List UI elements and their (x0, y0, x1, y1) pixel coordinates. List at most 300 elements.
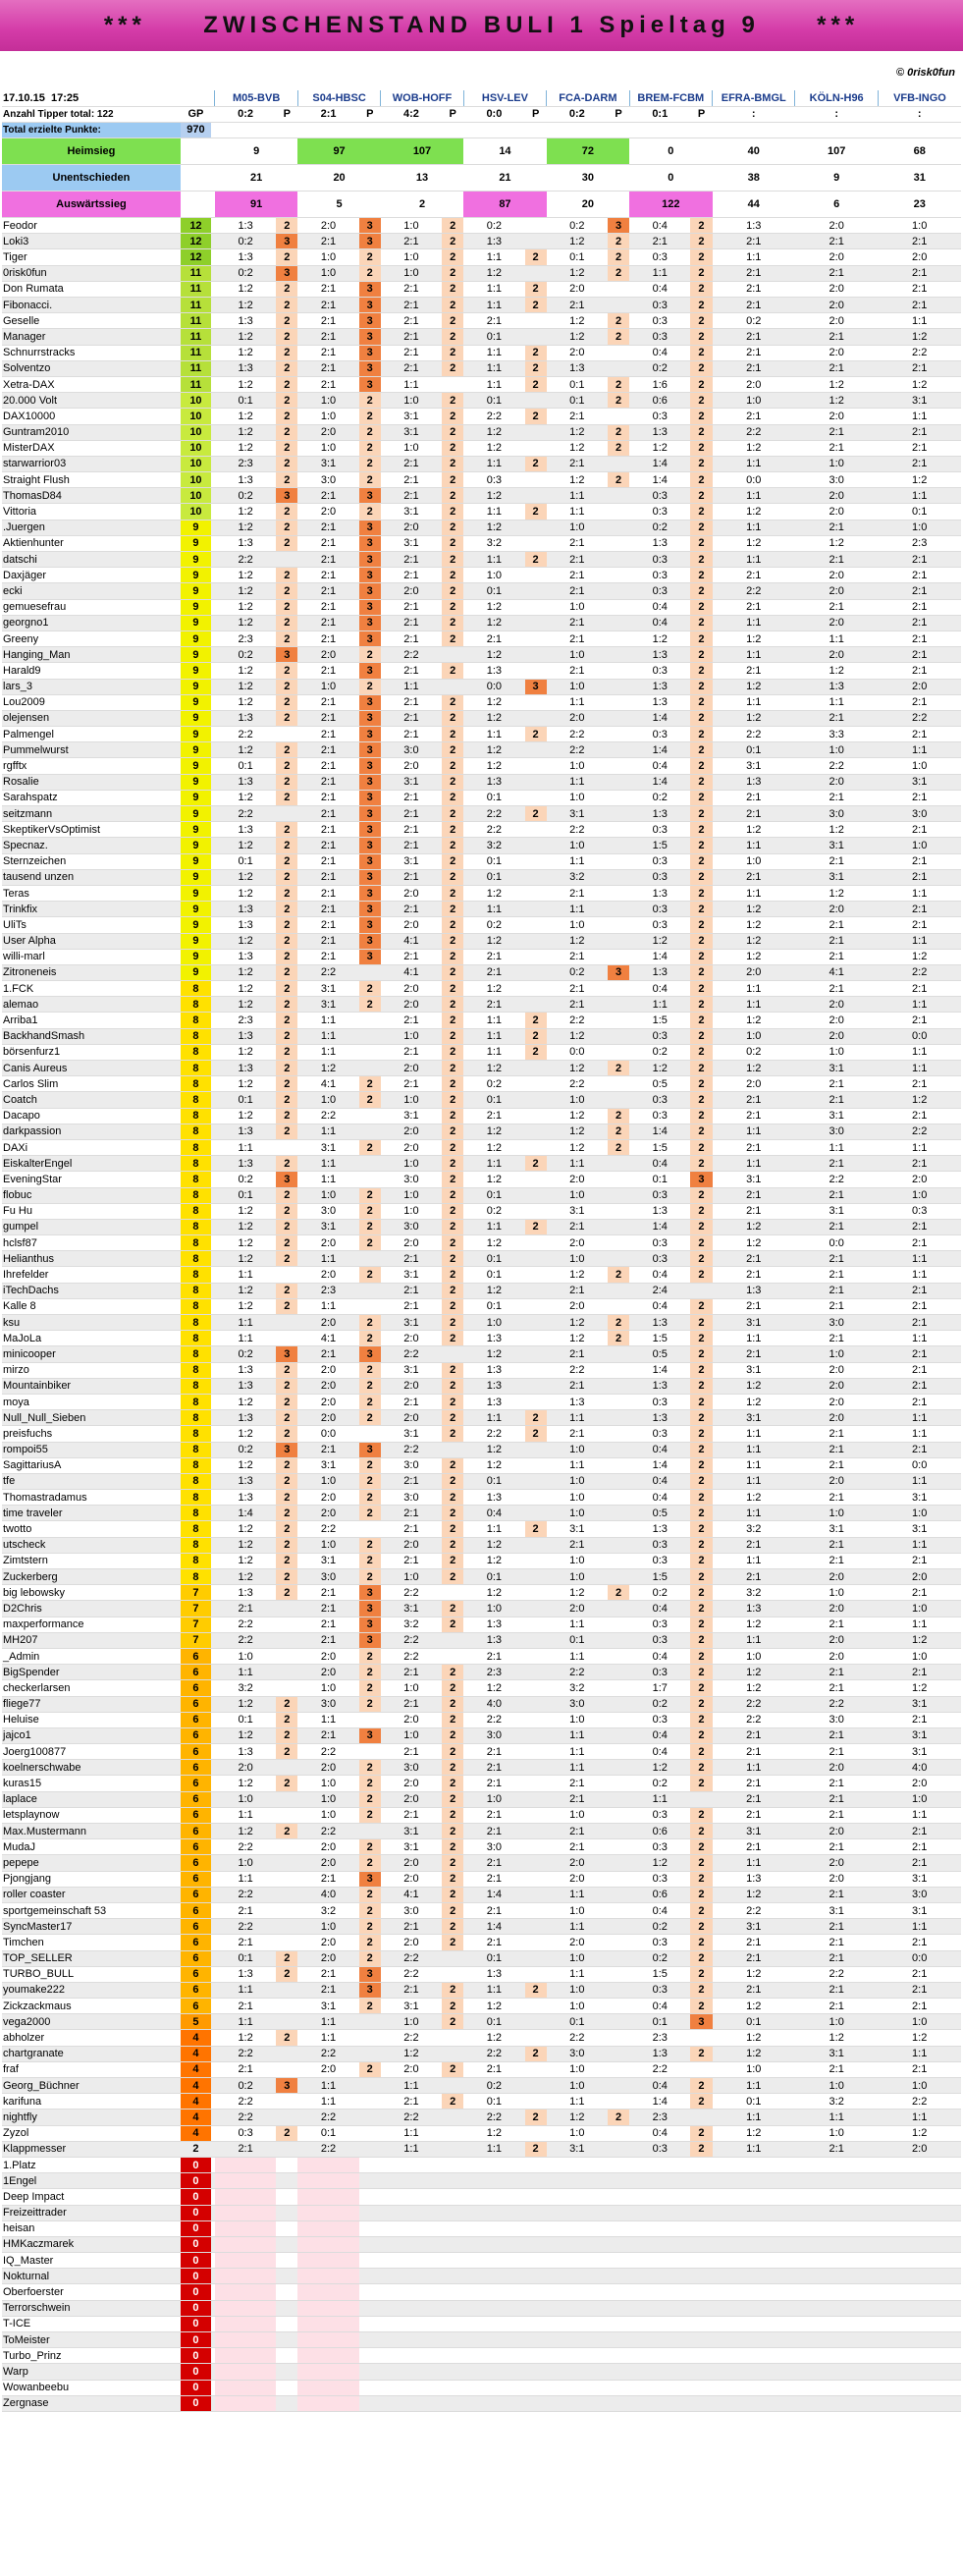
tip-points-3: 2 (525, 1982, 547, 1998)
tip-2: 2:1 (381, 1013, 442, 1028)
tip-1: 2:1 (297, 774, 358, 790)
tip-3: 3:2 (463, 838, 524, 853)
tip-points-2: 2 (442, 1251, 463, 1267)
tip-2: 3:1 (381, 853, 442, 869)
tip-points-2: 2 (442, 630, 463, 646)
tip-points-2: 2 (442, 234, 463, 249)
tip-points-0: 2 (276, 679, 297, 694)
player-name: 1.FCK (2, 981, 181, 997)
tip-0: 0:1 (215, 758, 276, 774)
tip-points-1: 2 (359, 1935, 381, 1950)
unentschieden-count-6: 38 (713, 165, 795, 192)
tip-8: 2:1 (878, 1283, 961, 1298)
tip-1: 2:1 (297, 615, 358, 630)
points-empty (608, 2157, 629, 2172)
tip-5: 0:3 (629, 1982, 690, 1998)
tip-empty (547, 2284, 608, 2300)
tip-7: 2:1 (795, 1267, 878, 1283)
tip-points-3 (525, 1298, 547, 1314)
tip-0: 1:2 (215, 997, 276, 1013)
tip-points-2: 2 (442, 1044, 463, 1060)
tip-points-5: 2 (690, 1426, 712, 1442)
player-gp: 0 (181, 2189, 211, 2205)
tip-points-0: 2 (276, 949, 297, 964)
blank (525, 122, 547, 137)
tip-points-0: 2 (276, 249, 297, 265)
tip-points-3 (525, 1187, 547, 1203)
tip-4: 2:1 (547, 1791, 608, 1807)
tip-4: 2:2 (547, 727, 608, 742)
tip-points-0: 2 (276, 360, 297, 376)
banner-title: ZWISCHENSTAND BULI 1 Spieltag 9 (203, 12, 760, 38)
tip-5: 1:3 (629, 647, 690, 663)
tip-points-4 (608, 1203, 629, 1219)
tip-4: 1:1 (547, 1727, 608, 1743)
tip-points-1: 3 (359, 376, 381, 392)
tip-3: 1:3 (463, 1331, 524, 1346)
tip-3: 2:1 (463, 630, 524, 646)
tip-empty (795, 2236, 878, 2252)
points-empty (608, 2395, 629, 2411)
tip-6: 2:1 (713, 1950, 795, 1966)
tip-points-3: 2 (525, 1219, 547, 1234)
tip-points-3 (525, 1235, 547, 1251)
tip-6: 2:1 (713, 1139, 795, 1155)
tip-1: 2:0 (297, 1855, 358, 1871)
tip-points-3: 2 (525, 806, 547, 822)
tip-points-1: 2 (359, 1139, 381, 1155)
tip-8: 1:1 (878, 1251, 961, 1267)
tip-5: 0:1 (629, 2014, 690, 2030)
tip-empty (713, 2316, 795, 2331)
tip-points-3 (525, 790, 547, 805)
tip-6: 1:2 (713, 917, 795, 933)
tip-5: 0:2 (629, 1919, 690, 1935)
tip-1: 1:1 (297, 1156, 358, 1172)
tip-points-4: 2 (608, 1061, 629, 1076)
player-row (2, 409, 961, 424)
player-row (2, 1648, 961, 1664)
tip-6: 2:1 (713, 1298, 795, 1314)
tip-points-1: 3 (359, 313, 381, 329)
tip-1: 1:0 (297, 1187, 358, 1203)
player-gp: 12 (181, 234, 211, 249)
tip-points-0: 2 (276, 1950, 297, 1966)
tip-0: 1:2 (215, 742, 276, 758)
player-row (2, 1839, 961, 1855)
tip-points-1: 2 (359, 1648, 381, 1664)
points-empty (608, 2364, 629, 2380)
tip-4: 2:1 (547, 1283, 608, 1298)
tip-points-0: 2 (276, 790, 297, 805)
tip-5: 0:3 (629, 409, 690, 424)
tip-8: 2:1 (878, 1442, 961, 1457)
tip-points-4 (608, 774, 629, 790)
tip-3: 1:2 (463, 1457, 524, 1473)
tip-7: 3:1 (795, 869, 878, 885)
tip-7: 2:1 (795, 1457, 878, 1473)
blank (608, 122, 629, 137)
player-name: börsenfurz1 (2, 1044, 181, 1060)
tip-points-0: 2 (276, 1537, 297, 1553)
tip-1: 2:1 (297, 1601, 358, 1617)
tip-empty (381, 2269, 442, 2284)
tip-2: 3:1 (381, 504, 442, 520)
tip-points-0: 2 (276, 1506, 297, 1521)
tip-points-4 (608, 1490, 629, 1506)
tip-points-5: 2 (690, 456, 712, 471)
points-empty (608, 2253, 629, 2269)
tip-points-4 (608, 1824, 629, 1839)
tip-points-5: 2 (690, 1267, 712, 1283)
tip-2: 1:1 (381, 2078, 442, 2094)
tip-points-0: 2 (276, 1521, 297, 1537)
tip-points-2: 2 (442, 1298, 463, 1314)
tip-4: 2:1 (547, 663, 608, 679)
tip-points-5: 2 (690, 1617, 712, 1632)
tip-3: 1:2 (463, 488, 524, 504)
tip-points-0 (276, 1855, 297, 1871)
tip-0: 1:2 (215, 838, 276, 853)
tip-points-3: 2 (525, 1044, 547, 1060)
player-row (2, 2220, 961, 2236)
tip-7: 1:2 (795, 885, 878, 901)
tip-4: 1:2 (547, 329, 608, 345)
tip-5: 0:4 (629, 1648, 690, 1664)
tip-2: 2:1 (381, 1919, 442, 1935)
tip-points-1: 3 (359, 885, 381, 901)
tip-3: 0:1 (463, 853, 524, 869)
tip-points-3 (525, 218, 547, 234)
points-empty (442, 2157, 463, 2172)
tip-points-4: 2 (608, 234, 629, 249)
tip-points-4 (608, 360, 629, 376)
player-gp: 8 (181, 1172, 211, 1187)
tip-points-5: 2 (690, 583, 712, 599)
tip-0: 1:2 (215, 345, 276, 360)
tip-points-3 (525, 822, 547, 838)
tip-2: 2:1 (381, 488, 442, 504)
tip-5: 0:4 (629, 2125, 690, 2141)
points-empty (359, 2316, 381, 2331)
tip-4: 1:2 (547, 1139, 608, 1155)
tip-4: 1:2 (547, 1061, 608, 1076)
tip-3: 1:2 (463, 2030, 524, 2046)
points-empty (359, 2189, 381, 2205)
tip-points-5: 2 (690, 298, 712, 313)
points-empty (690, 2205, 712, 2220)
tip-5: 1:3 (629, 1378, 690, 1394)
tip-5: 1:2 (629, 1760, 690, 1776)
tip-empty (547, 2316, 608, 2331)
player-name: Mountainbiker (2, 1378, 181, 1394)
tip-7: 2:0 (795, 997, 878, 1013)
points-empty (690, 2220, 712, 2236)
tip-3: 0:1 (463, 1569, 524, 1585)
tip-points-5: 2 (690, 1362, 712, 1378)
player-gp: 0 (181, 2395, 211, 2411)
tip-0: 1:3 (215, 1585, 276, 1601)
player-gp: 7 (181, 1585, 211, 1601)
tip-points-4: 3 (608, 964, 629, 980)
tip-5: 1:4 (629, 1219, 690, 1234)
tip-points-1: 3 (359, 949, 381, 964)
tip-0: 1:2 (215, 298, 276, 313)
tip-points-1: 3 (359, 583, 381, 599)
tip-points-5: 2 (690, 790, 712, 805)
player-name: Zergnase (2, 2395, 181, 2411)
tip-2: 3:1 (381, 1315, 442, 1331)
player-row (2, 1950, 961, 1966)
tip-6: 3:1 (713, 1410, 795, 1426)
tip-8: 1:1 (878, 885, 961, 901)
tip-6: 2:1 (713, 265, 795, 281)
points-empty (690, 2316, 712, 2331)
player-gp: 8 (181, 1298, 211, 1314)
tip-points-4 (608, 298, 629, 313)
tip-2: 2:0 (381, 1235, 442, 1251)
tip-7: 2:0 (795, 1028, 878, 1044)
tip-empty (381, 2284, 442, 2300)
player-name: Zuckerberg (2, 1569, 181, 1585)
tip-points-0: 2 (276, 1966, 297, 1982)
tip-points-0: 2 (276, 1426, 297, 1442)
tip-8: 2:1 (878, 1999, 961, 2014)
player-name: Zimtstern (2, 1553, 181, 1568)
tip-points-1 (359, 1298, 381, 1314)
tip-0: 1:2 (215, 583, 276, 599)
tip-0: 1:3 (215, 1744, 276, 1760)
tip-points-0: 2 (276, 1824, 297, 1839)
tip-0: 2:2 (215, 1617, 276, 1632)
tip-8: 1:0 (878, 2014, 961, 2030)
tip-7: 2:1 (795, 981, 878, 997)
blank (795, 122, 878, 137)
tip-7: 2:1 (795, 440, 878, 456)
tip-4: 1:1 (547, 774, 608, 790)
tip-empty (795, 2284, 878, 2300)
tip-points-5: 2 (690, 1839, 712, 1855)
tip-points-1: 2 (359, 1490, 381, 1506)
tip-points-5: 2 (690, 1871, 712, 1887)
tip-8: 2:1 (878, 869, 961, 885)
tip-points-0 (276, 552, 297, 568)
tip-points-0: 2 (276, 376, 297, 392)
tip-0: 1:2 (215, 1521, 276, 1537)
player-gp: 8 (181, 1108, 211, 1124)
tip-points-4 (608, 1346, 629, 1362)
tip-1: 3:1 (297, 1219, 358, 1234)
tip-points-0: 2 (276, 902, 297, 917)
tip-5: 0:4 (629, 1999, 690, 2014)
tip-6: 2:2 (713, 424, 795, 440)
tip-8: 2:1 (878, 1362, 961, 1378)
tip-points-0 (276, 1267, 297, 1283)
tip-1: 3:1 (297, 456, 358, 471)
points-empty (608, 2220, 629, 2236)
player-name: flobuc (2, 1187, 181, 1203)
tip-points-3 (525, 1442, 547, 1457)
tip-4: 2:1 (547, 1219, 608, 1234)
tip-6: 1:0 (713, 1028, 795, 1044)
tip-points-1: 3 (359, 1982, 381, 1998)
tip-points-2: 2 (442, 552, 463, 568)
tip-6: 2:1 (713, 360, 795, 376)
tip-points-5: 2 (690, 568, 712, 583)
tip-points-5: 3 (690, 2014, 712, 2030)
match-header-2: WOB-HOFF (381, 90, 463, 106)
tip-points-5: 2 (690, 933, 712, 949)
tip-7: 2:0 (795, 1632, 878, 1648)
player-gp: 9 (181, 568, 211, 583)
tip-points-1: 3 (359, 1585, 381, 1601)
points-empty (608, 2269, 629, 2284)
tip-4: 2:1 (547, 1346, 608, 1362)
player-gp: 9 (181, 742, 211, 758)
tip-points-0 (276, 1791, 297, 1807)
tip-points-4 (608, 568, 629, 583)
tip-5: 0:3 (629, 1632, 690, 1648)
tip-empty (381, 2316, 442, 2331)
tip-points-2: 2 (442, 1807, 463, 1823)
tip-points-2: 2 (442, 933, 463, 949)
tip-3: 1:0 (463, 1791, 524, 1807)
tip-3: 1:3 (463, 1632, 524, 1648)
tip-2: 2:0 (381, 885, 442, 901)
tip-points-5: 2 (690, 2046, 712, 2061)
unentschieden-count-8: 31 (878, 165, 961, 192)
tip-points-1 (359, 2078, 381, 2094)
tip-4: 2:0 (547, 1298, 608, 1314)
tip-1: 2:0 (297, 1315, 358, 1331)
tip-2: 2:1 (381, 568, 442, 583)
tip-points-5: 2 (690, 997, 712, 1013)
player-gp: 4 (181, 2110, 211, 2125)
tip-points-2: 2 (442, 1696, 463, 1712)
tip-5: 0:3 (629, 2141, 690, 2157)
tip-4: 2:1 (547, 949, 608, 964)
tip-points-0: 3 (276, 2078, 297, 2094)
tip-empty (215, 2380, 276, 2395)
tip-8: 3:0 (878, 1887, 961, 1902)
player-name: hclsf87 (2, 1235, 181, 1251)
match-result-3: 0:0 (463, 106, 524, 122)
tip-5: 1:3 (629, 679, 690, 694)
tip-3: 2:1 (463, 1760, 524, 1776)
player-gp: 0 (181, 2364, 211, 2380)
tip-7: 2:0 (795, 1378, 878, 1394)
player-name: twotto (2, 1521, 181, 1537)
tip-6: 1:1 (713, 552, 795, 568)
tip-points-2: 2 (442, 1999, 463, 2014)
tip-2: 2:0 (381, 520, 442, 535)
tip-points-0: 2 (276, 1585, 297, 1601)
tip-points-1 (359, 1172, 381, 1187)
tip-8: 1:0 (878, 838, 961, 853)
tip-points-2: 2 (442, 964, 463, 980)
tip-5: 0:2 (629, 1950, 690, 1966)
tip-4: 1:1 (547, 1617, 608, 1632)
player-name: Kalle 8 (2, 1298, 181, 1314)
tip-0: 2:1 (215, 1902, 276, 1918)
tip-points-1: 2 (359, 1076, 381, 1092)
tip-points-5: 2 (690, 1315, 712, 1331)
player-name: TURBO_BULL (2, 1966, 181, 1982)
tip-points-1: 2 (359, 1331, 381, 1346)
player-gp: 12 (181, 218, 211, 234)
tip-points-3 (525, 583, 547, 599)
tip-0: 1:2 (215, 1203, 276, 1219)
tip-4: 1:0 (547, 1553, 608, 1568)
tip-8: 3:1 (878, 1521, 961, 1537)
tip-points-1: 3 (359, 710, 381, 726)
tip-empty (297, 2236, 358, 2252)
tip-2: 2:1 (381, 345, 442, 360)
tip-points-2: 2 (442, 409, 463, 424)
tip-points-5: 2 (690, 2094, 712, 2110)
banner-right-stars: *** (817, 12, 860, 38)
tip-points-1: 3 (359, 234, 381, 249)
tip-empty (713, 2220, 795, 2236)
tip-4: 2:2 (547, 822, 608, 838)
tip-points-5: 2 (690, 535, 712, 551)
tip-0: 0:3 (215, 2125, 276, 2141)
tip-points-5: 2 (690, 1187, 712, 1203)
tip-3: 1:2 (463, 710, 524, 726)
points-empty (276, 2300, 297, 2316)
tip-5: 0:2 (629, 360, 690, 376)
tip-empty (297, 2348, 358, 2364)
tip-3: 1:1 (463, 1156, 524, 1172)
tip-points-3 (525, 1331, 547, 1346)
tip-5: 1:4 (629, 456, 690, 471)
tip-points-2: 2 (442, 1394, 463, 1409)
tip-0: 1:2 (215, 694, 276, 710)
tip-empty (629, 2395, 690, 2411)
tip-2: 1:1 (381, 376, 442, 392)
player-gp: 8 (181, 997, 211, 1013)
tip-7: 2:1 (795, 265, 878, 281)
tip-points-4 (608, 504, 629, 520)
tip-0: 1:3 (215, 1362, 276, 1378)
tip-6: 2:1 (713, 234, 795, 249)
tip-8: 2:2 (878, 710, 961, 726)
tip-points-3 (525, 2061, 547, 2077)
tip-points-1 (359, 2110, 381, 2125)
tip-8: 0:0 (878, 1457, 961, 1473)
player-name: sportgemeinschaft 53 (2, 1902, 181, 1918)
tip-points-5: 2 (690, 822, 712, 838)
blank (690, 122, 712, 137)
tip-empty (629, 2380, 690, 2395)
points-header: P (442, 106, 463, 122)
tip-empty (381, 2157, 442, 2172)
tip-5: 0:3 (629, 1251, 690, 1267)
tip-points-2: 2 (442, 1092, 463, 1108)
tip-1: 3:0 (297, 1569, 358, 1585)
tip-1: 1:0 (297, 249, 358, 265)
tip-1: 2:2 (297, 2141, 358, 2157)
tip-points-0: 2 (276, 630, 297, 646)
tip-4: 0:1 (547, 1632, 608, 1648)
tip-points-3 (525, 949, 547, 964)
tip-points-4 (608, 1807, 629, 1823)
tip-points-4 (608, 2061, 629, 2077)
tip-points-4 (608, 1219, 629, 1234)
tip-1: 2:1 (297, 488, 358, 504)
tip-2: 2:1 (381, 869, 442, 885)
player-name: Guntram2010 (2, 424, 181, 440)
